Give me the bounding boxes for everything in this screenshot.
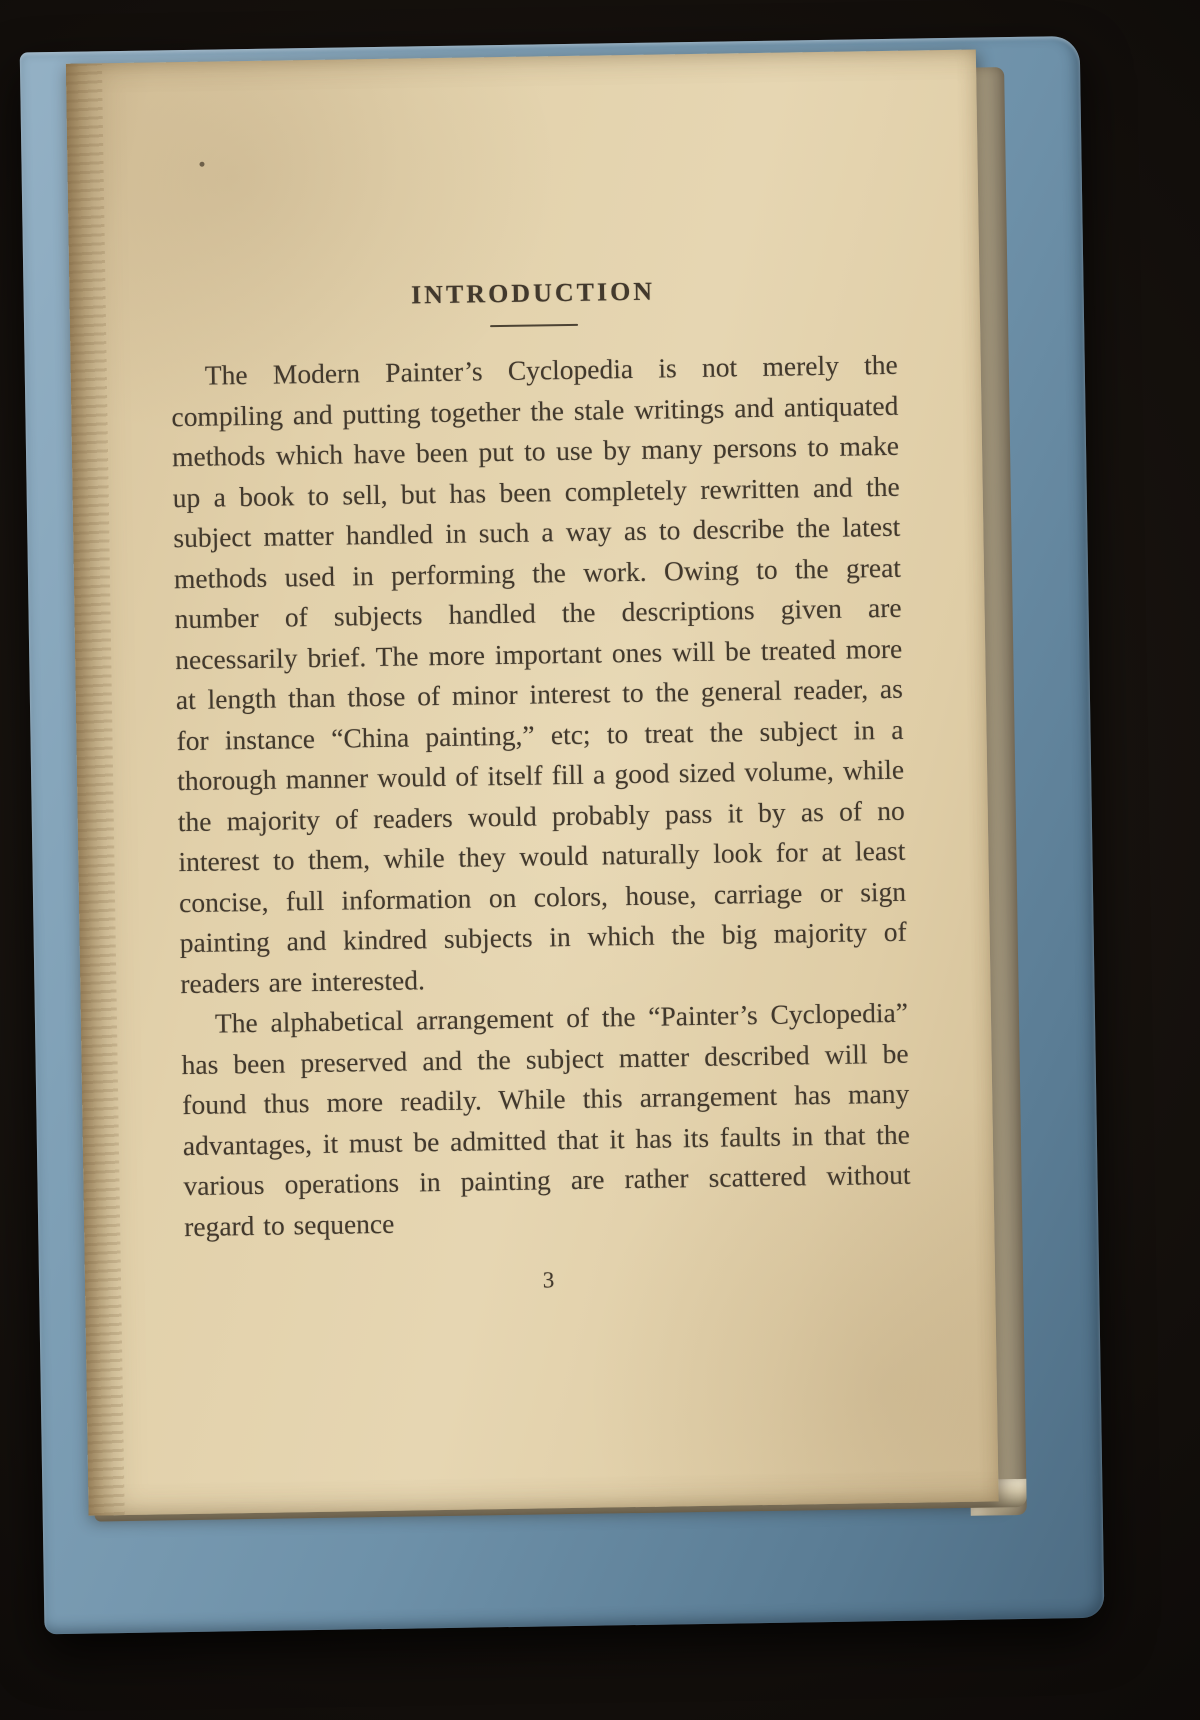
paragraph: The Modern Painter’s Cyclopedia is not merely the compiling and putting together the stale writings and antiquated methods which have been put to use by many persons to make up a book to sell, but has been completely rewritten and the subject matter handled in such a way as to describe the latest methods used in performing the work. Owing to the great number of subjects handled the descriptions given are necessarily brief. The more important ones will be treated more at length than those of minor interest to the general reader, as for instance “China painting,” etc; to treat the subject in a thorough manner would of itself fill a good sized volume, while the majority of readers would probably pass it by as of no interest to them, while they would naturally look for at least concise, full information on colors, house, carriage or sign painting and kindred subjects in which the big majority of readers are interested. [171, 348, 907, 999]
page-title: INTRODUCTION [410, 276, 656, 310]
book [18, 22, 1123, 1639]
page-number: 3 [542, 1267, 555, 1293]
book-page [66, 50, 999, 1516]
title-divider-rule [490, 324, 578, 327]
page-content [66, 50, 999, 1516]
paragraph: The alphabetical arrangement of the “Painter’s Cyclopedia” has been preserved and the subject matter described will be found thus more readily. While this arrangement has many advantages, it must be admitted that it has its faults in that the various operations in painting are rather scattered without regard to sequence [181, 996, 911, 1242]
